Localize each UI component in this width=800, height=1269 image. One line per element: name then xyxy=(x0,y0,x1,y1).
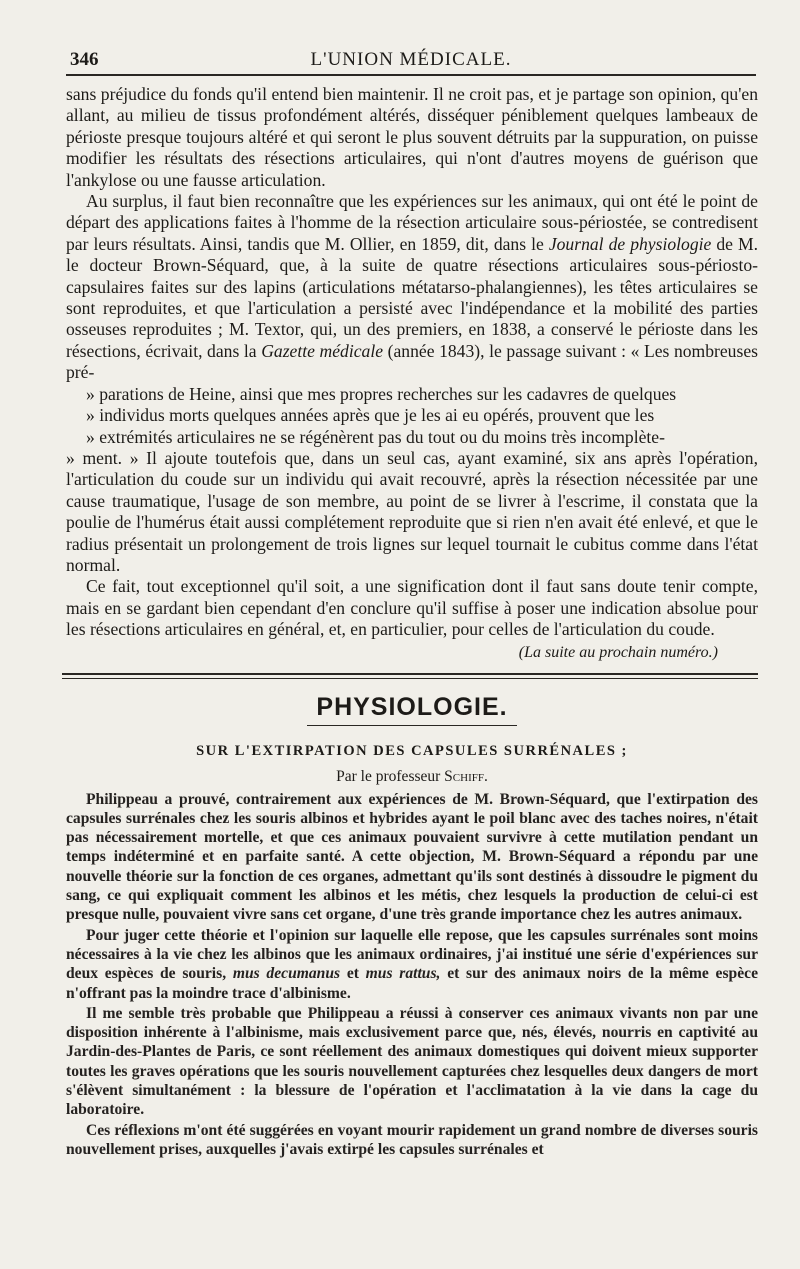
paragraph: Philippeau a prouvé, contrairement aux expériences de M. Brown-Séquard, que l'extirpation des capsules surrénales chez les souris albinos et hybrides ayant le poil blanc avec des taches noires, n'était pas nécessairement mortelle, et que ces animaux pouvaient survivre à cette mutilation pendant un temps indéterminé et en parfaite santé. A cette objection, M. Brown-Séquard a répondu par une nouvelle théorie sur la fonction de ces organes, admettant qu'ils sont destinés à dissoudre le pigment du sang, ce qui expliquait comment les albinos et les métis, chez lesquels la production de celui-ci est presque nulle, pouvaient vivre sans cet organe, d'une très grande importance chez les autres animaux. xyxy=(66,790,758,924)
paragraph-text: Au surplus, il faut bien reconnaître que les expériences sur les animaux, qui ont été le point de départ des applications faites à l'homme de la résection articulaire sous-périostée, se contredisent par leurs résultats. Ainsi, tandis que M. Ollier, en 1859, dit, dans le xyxy=(66,191,758,254)
section-title: PHYSIOLOGIE. xyxy=(316,692,508,721)
title-rule xyxy=(307,725,517,726)
byline-prefix: Par le professeur xyxy=(336,767,441,785)
paragraph: sans préjudice du fonds qu'il entend bien maintenir. Il ne croit pas, et je partage son opinion, qu'en allant, au milieu de tissus profondément altérés, disséquer péniblement quelques lambeaux de périoste presque toujours altéré et qui seront le plus souvent détruits par la suppuration, on puisse modifier les résultats des résections articulaires, qui n'ont d'autres moyens de guérison que l'ankylose ou une fausse articulation. xyxy=(66,84,758,190)
paragraph xyxy=(66,191,758,576)
journal-title: L'UNION MÉDICALE. xyxy=(310,49,512,70)
paragraph-text: » ment. » Il ajoute toutefois que, dans un seul cas, ayant examiné, six ans après l'opération, l'articulation du coude sur un individu qui avait recouvré, après la résection nécessitée par une cause traumatique, l'usage de son membre, au point de se livrer à l'escrime, il constata que la poulie de l'humérus était aussi complétement reproduite que si rien n'en avait été enlevé, et que le radius présentait un prolongement de trois lignes sur lequel tournait le cubitus comme dans l'état normal. xyxy=(66,447,758,575)
section-divider xyxy=(62,673,758,679)
article-continuation xyxy=(66,84,758,663)
journal-reference: Gazette médicale xyxy=(261,340,384,361)
running-header xyxy=(66,46,756,76)
paragraph-text: Pour juger cette théorie et l'opinion sur laquelle elle repose, que les capsules surrénales sont moins nécessaires à la vie chez les albinos que les animaux ordinaires, j'ai institué une série d'expériences sur deux espèces de souris, xyxy=(66,926,758,983)
paragraph xyxy=(66,926,758,1003)
quote-line: » individus morts quelques années après que je les ai eu opérés, prouvent que les xyxy=(86,405,655,426)
paragraph-text: (année 1843), le passage suivant : « Les nombreuses pré- xyxy=(66,340,758,383)
author-name: Schiff. xyxy=(444,767,488,785)
paragraph-text: de M. le docteur Brown-Séquard, que, à la suite de quatre résections articulaires sous-périosto-capsulaires faites sur des lapins (articulations métatarso-phalangiennes), les têtes articulaires se sont reproduites, et que l'articulation a persisté avec l'indépendance et la mobilité des parties osseuses reproduites ; M. Textor, qui, un des premiers, en 1838, a conservé le périoste dans les résections, écrivait, dans la xyxy=(66,233,759,361)
continuation-note: (La suite au prochain numéro.) xyxy=(518,643,718,661)
species-name: mus rattus, xyxy=(365,965,441,983)
byline xyxy=(66,767,758,786)
article-title: SUR L'EXTIRPATION DES CAPSULES SURRÉNALES ; xyxy=(196,742,628,759)
paragraph-text: et xyxy=(346,965,359,983)
quote-line: » parations de Heine, ainsi que mes propres recherches sur les cadavres de quelques xyxy=(86,383,677,404)
paragraph: Il me semble très probable que Philippeau a réussi à conserver ces animaux vivants non par une disposition inhérente à l'albinisme, mais exclusivement parce que, nés, élevés, nourris en captivité au Jardin-des-Plantes de Paris, ce sont réellement des animaux domestiques qui doivent mieux supporter toutes les graves opérations que les souris nouvellement capturées chez lesquelles deux dangers de mort s'élèvent simultanément : la blessure de l'opération et l'acclimatation à la vie dans la cage du laboratoire. xyxy=(66,1004,758,1119)
paragraph: Ces réflexions m'ont été suggérées en voyant mourir rapidement un grand nombre de diverses souris nouvellement prises, auxquelles j'avais extirpé les capsules surrénales et xyxy=(66,1121,758,1158)
quote-line: » extrémités articulaires ne se régénèrent pas du tout ou du moins très incomplète- xyxy=(86,426,665,447)
article-body xyxy=(66,790,758,1160)
paragraph-text: et sur des animaux noirs de la même espèce n'offrant pas la moindre trace d'albinisme. xyxy=(66,965,758,1002)
page-number: 346 xyxy=(70,49,99,70)
species-name: mus decumanus xyxy=(232,965,341,983)
journal-reference: Journal de physiologie xyxy=(548,233,712,254)
paragraph: Ce fait, tout exceptionnel qu'il soit, a une signification dont il faut sans doute tenir compte, mais en se gardant bien cependant d'en conclure qu'il suffise à poser une indication absolue pour les résections articulaires en général, et, en particulier, pour celles de l'articulation du coude. xyxy=(66,576,758,640)
